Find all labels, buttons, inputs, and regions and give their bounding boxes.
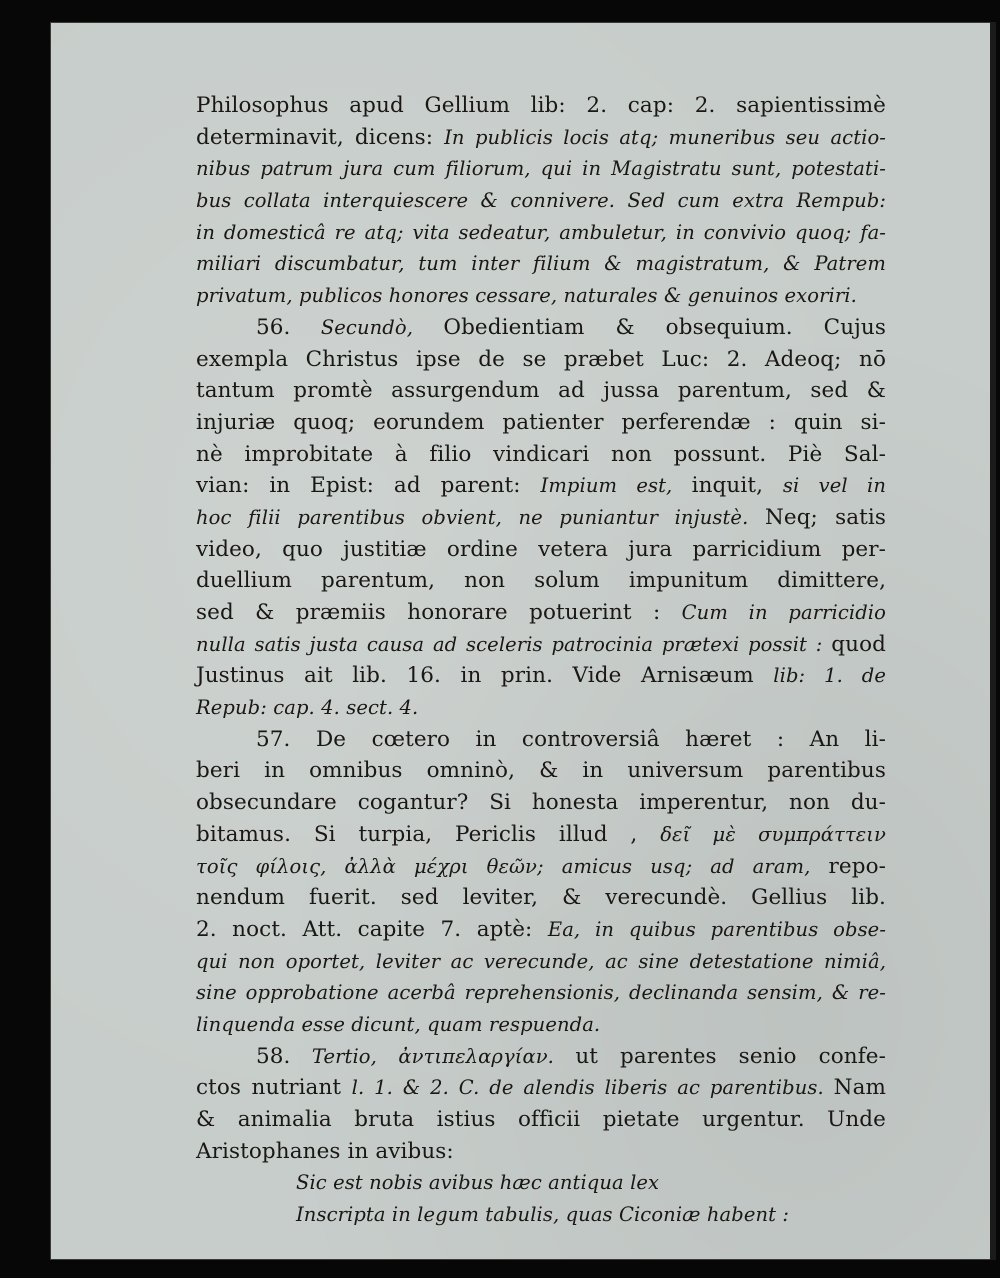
page-text-block bbox=[196, 90, 886, 1231]
roman-text: nendum fuerit. sed leviter, & verecundè. Gellius lib. bbox=[196, 885, 886, 911]
text-line bbox=[196, 629, 886, 661]
text-line bbox=[196, 1009, 886, 1041]
roman-text: & animalia bruta istius officii pietate urgentur. Unde bbox=[196, 1107, 886, 1132]
italic-text: si vel in bbox=[782, 474, 886, 498]
roman-text: inquit, bbox=[691, 473, 783, 499]
roman-text: exempla Christus ipse de se præbet Luc: 2. Adeoq; nō bbox=[196, 346, 886, 372]
roman-text: tantum promtè assurgendum ad jussa parentum, sed & bbox=[196, 378, 886, 404]
roman-text: injuriæ quoq; eorundem patienter perferendæ : quin si- bbox=[196, 409, 886, 435]
page-edge bbox=[990, 22, 996, 1260]
paragraph-number: 57. bbox=[256, 726, 291, 752]
text-line bbox=[196, 946, 886, 978]
roman-text: duellium parentum, non solum impunitum dimittere, bbox=[196, 568, 886, 594]
italic-text: privatum, publicos honores cessare, naturales & genuinos exoriri. bbox=[196, 284, 857, 308]
roman-text: Obedientiam & obsequium. Cujus bbox=[443, 314, 887, 340]
italic-text: Impium est, bbox=[540, 474, 692, 498]
roman-text: nè improbitate à filio vindicari non possunt. Piè Sal- bbox=[196, 441, 886, 467]
roman-text: determinavit, dicens: bbox=[196, 124, 445, 150]
text-line bbox=[196, 851, 886, 883]
text-line bbox=[196, 755, 886, 787]
roman-text: Philosophus apud Gellium lib: 2. cap: 2. sapientissimè bbox=[196, 93, 886, 118]
italic-text: in domesticâ re atq; vita sedeatur, ambuletur, in convivio quoq; fa- bbox=[196, 220, 886, 244]
text-line bbox=[196, 248, 886, 280]
italic-text: Sic est nobis avibus hæc antiqua lex bbox=[296, 1171, 660, 1195]
italic-text: δεῖ μὲ συμπράττειν bbox=[660, 822, 886, 846]
text-line bbox=[196, 217, 886, 249]
roman-text: video, quo justitiæ ordine vetera jura parricidium per- bbox=[196, 536, 886, 562]
text-line bbox=[196, 344, 886, 376]
italic-text: Ea, in quibus parentibus obse- bbox=[547, 917, 887, 941]
text-line bbox=[196, 312, 886, 344]
italic-text: bus collata interquiescere & connivere. Sed cum extra Rempub: bbox=[196, 189, 886, 213]
text-line bbox=[196, 280, 886, 312]
text-line bbox=[196, 1136, 886, 1168]
text-line bbox=[196, 787, 886, 819]
italic-text: l. 1. & 2. C. de alendis liberis ac parentibus. bbox=[351, 1076, 834, 1100]
text-line bbox=[196, 470, 886, 502]
roman-text: ctos nutriant bbox=[196, 1075, 352, 1101]
italic-text: Repub: cap. 4. sect. 4. bbox=[196, 696, 419, 720]
text-line bbox=[196, 977, 886, 1009]
italic-text: Inscripta in legum tabulis, quas Ciconiæ habent : bbox=[296, 1203, 790, 1227]
text-line bbox=[196, 1072, 886, 1104]
roman-text: beri in omnibus omninò, & in universum parentibus bbox=[196, 758, 886, 784]
roman-text: bitamus. Si turpia, Periclis illud , bbox=[196, 821, 661, 847]
roman-text: Aristophanes in avibus: bbox=[196, 1138, 454, 1164]
text-line bbox=[196, 534, 886, 566]
text-line bbox=[196, 819, 886, 851]
italic-text: linquenda esse dicunt, quam respuenda. bbox=[196, 1012, 601, 1036]
paragraph-number: 56. bbox=[256, 314, 291, 340]
text-line bbox=[196, 1167, 886, 1199]
roman-text: Nam bbox=[833, 1075, 886, 1101]
text-line bbox=[196, 1041, 886, 1073]
text-line bbox=[196, 660, 886, 692]
paragraph-number: 58. bbox=[256, 1043, 291, 1069]
text-line bbox=[196, 122, 886, 154]
italic-text: miliari discumbatur, tum inter filium & magistratum, & Patrem bbox=[196, 252, 886, 276]
italic-text: nibus patrum jura cum filiorum, qui in Magistratu sunt, potestati- bbox=[196, 157, 886, 181]
text-line bbox=[196, 153, 886, 185]
italic-text: hoc filii parentibus obvient, ne puniantur injustè. bbox=[196, 505, 765, 529]
text-line bbox=[196, 724, 886, 756]
italic-text: qui non oportet, leviter ac verecunde, ac sine detestatione nimiâ, bbox=[196, 949, 886, 973]
text-line bbox=[196, 565, 886, 597]
text-line bbox=[196, 502, 886, 534]
roman-text: Neq; satis bbox=[764, 504, 887, 530]
text-line bbox=[196, 439, 886, 471]
roman-text: obsecundare cogantur? Si honesta imperentur, non du- bbox=[196, 790, 886, 816]
roman-text: quod bbox=[831, 631, 886, 657]
roman-text: sed & præmiis honorare potuerint : bbox=[196, 600, 682, 625]
italic-text: Tertio, ἀντιπελαργίαν. bbox=[290, 1044, 576, 1068]
text-line bbox=[196, 375, 886, 407]
italic-text: sine opprobatione acerbâ reprehensionis, declinanda sensim, & re- bbox=[196, 981, 886, 1005]
text-line bbox=[196, 1199, 886, 1231]
text-line bbox=[196, 692, 886, 724]
italic-text: In publicis locis atq; muneribus seu actio- bbox=[444, 125, 886, 149]
italic-text: τοῖς φίλοις, ἀλλὰ μέχρι θεῶν; amicus usq; ad aram, bbox=[196, 854, 829, 878]
text-line bbox=[196, 1104, 886, 1136]
roman-text: Justinus ait lib. 16. in prin. Vide Arnisæum bbox=[196, 663, 774, 689]
italic-text: Cum in parricidio bbox=[681, 601, 886, 624]
text-line bbox=[196, 914, 886, 946]
text-line bbox=[196, 185, 886, 217]
roman-text: vian: in Epist: ad parent: bbox=[196, 473, 541, 499]
roman-text: repo- bbox=[828, 853, 886, 879]
roman-text: De cœtero in controversiâ hæret : An li- bbox=[290, 726, 886, 752]
italic-text: nulla satis justa causa ad sceleris patrocinia prætexi possit : bbox=[196, 632, 832, 656]
text-line bbox=[196, 882, 886, 914]
roman-text: 2. noct. Att. capite 7. aptè: bbox=[196, 916, 548, 942]
italic-text: lib: 1. de bbox=[773, 664, 886, 688]
italic-text: Secundò, bbox=[290, 315, 444, 339]
text-line bbox=[196, 90, 886, 122]
roman-text: ut parentes senio confe- bbox=[575, 1043, 886, 1069]
text-line bbox=[196, 407, 886, 439]
text-line bbox=[196, 597, 886, 629]
